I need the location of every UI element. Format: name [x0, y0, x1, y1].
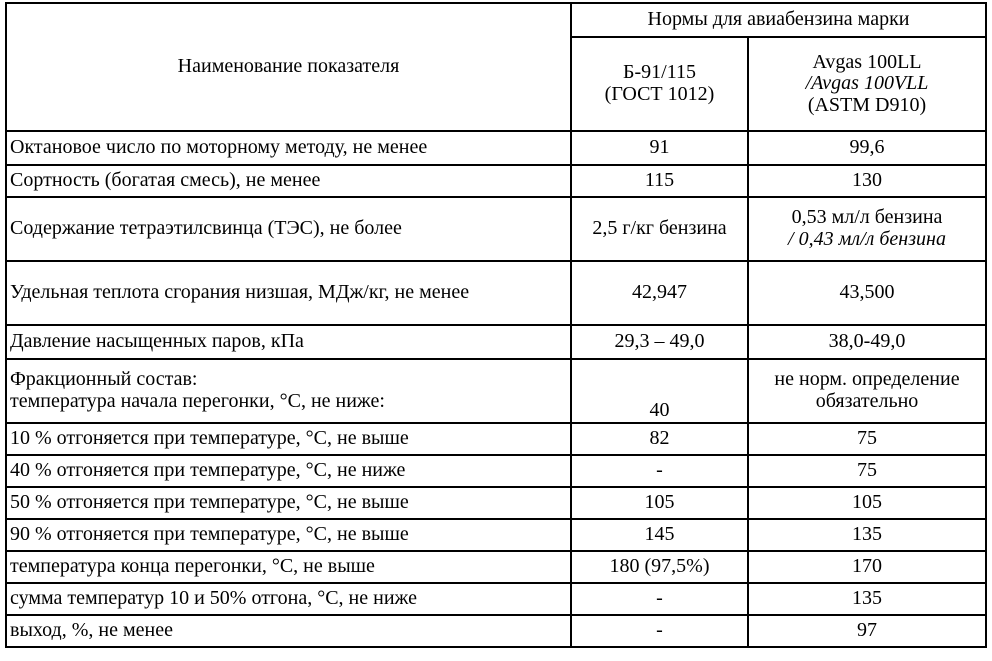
row-avgas-value: 170 — [748, 551, 986, 583]
row-avgas-value: 75 — [748, 455, 986, 487]
row-avgas-value-line2: / 0,43 мл/л бензина — [788, 228, 946, 250]
row-name: 40 % отгоняется при температуре, °С, не ниже — [6, 455, 571, 487]
row-b91-value: - — [571, 583, 748, 615]
row-b91-value: 115 — [571, 165, 748, 197]
table-row — [6, 423, 986, 455]
table-row — [6, 487, 986, 519]
table-row — [6, 583, 986, 615]
row-avgas-value: 135 — [748, 583, 986, 615]
header-norms-group: Нормы для авиабензина марки — [571, 3, 986, 37]
table-row — [6, 165, 986, 197]
row-b91-value: 145 — [571, 519, 748, 551]
row-name: Удельная теплота сгорания низшая, МДж/кг, не менее — [6, 261, 571, 325]
row-name — [6, 359, 571, 423]
header-row-1 — [6, 3, 986, 37]
row-b91-value: - — [571, 615, 748, 647]
row-name: 10 % отгоняется при температуре, °С, не выше — [6, 423, 571, 455]
header-b91 — [571, 37, 748, 131]
row-name: Октановое число по моторному методу, не менее — [6, 131, 571, 165]
header-avgas-alt-grade: /Avgas 100VLL — [805, 72, 929, 95]
row-avgas-value: 105 — [748, 487, 986, 519]
row-b91-value: 29,3 – 49,0 — [571, 325, 748, 359]
row-avgas-value: 97 — [748, 615, 986, 647]
row-avgas-value: 130 — [748, 165, 986, 197]
specs-table-container — [5, 2, 985, 656]
table-row — [6, 455, 986, 487]
header-avgas — [748, 37, 986, 131]
row-avgas-value: 43,500 — [748, 261, 986, 325]
row-name: сумма температур 10 и 50% отгона, °С, не ниже — [6, 583, 571, 615]
row-avgas-value-line1: 0,53 мл/л бензина — [791, 206, 943, 229]
row-b91-value: 40 — [571, 359, 748, 423]
row-name: Давление насыщенных паров, кПа — [6, 325, 571, 359]
row-avgas-value: 135 — [748, 519, 986, 551]
row-name: выход, %, не менее — [6, 615, 571, 647]
row-name: температура конца перегонки, °С, не выше — [6, 551, 571, 583]
row-b91-value: 2,5 г/кг бензина — [571, 197, 748, 261]
row-b91-value: 91 — [571, 131, 748, 165]
row-avgas-value: 38,0-49,0 — [748, 325, 986, 359]
table-row — [6, 615, 986, 647]
table-row — [6, 261, 986, 325]
row-avgas-value-line2: обязательно — [815, 390, 919, 412]
gasoline-specs-table — [5, 2, 987, 648]
header-avgas-grade: Avgas 100LL — [812, 50, 922, 73]
table-row — [6, 519, 986, 551]
table-row — [6, 551, 986, 583]
table-row — [6, 325, 986, 359]
row-b91-value: 105 — [571, 487, 748, 519]
table-row — [6, 359, 986, 423]
header-indicator-name: Наименование показателя — [6, 3, 571, 131]
row-name: Содержание тетраэтилсвинца (ТЭС), не более — [6, 197, 571, 261]
row-name-line2: температура начала перегонки, °С, не ниже: — [10, 390, 385, 412]
row-avgas-value — [748, 197, 986, 261]
row-b91-value: 42,947 — [571, 261, 748, 325]
header-b91-standard: (ГОСТ 1012) — [604, 83, 715, 105]
row-b91-value: 180 (97,5%) — [571, 551, 748, 583]
row-name: Сортность (богатая смесь), не менее — [6, 165, 571, 197]
row-name: 50 % отгоняется при температуре, °С, не выше — [6, 487, 571, 519]
header-b91-grade: Б-91/115 — [623, 61, 696, 84]
row-name-line1: Фракционный состав: — [10, 368, 198, 391]
row-avgas-value-line1: не норм. определение — [774, 368, 960, 391]
row-avgas-value: 99,6 — [748, 131, 986, 165]
table-row — [6, 197, 986, 261]
row-b91-value: - — [571, 455, 748, 487]
row-b91-value: 82 — [571, 423, 748, 455]
table-row — [6, 131, 986, 165]
header-avgas-standard: (ASTM D910) — [807, 93, 927, 116]
row-name: 90 % отгоняется при температуре, °С, не выше — [6, 519, 571, 551]
row-avgas-value: 75 — [748, 423, 986, 455]
row-avgas-value — [748, 359, 986, 423]
